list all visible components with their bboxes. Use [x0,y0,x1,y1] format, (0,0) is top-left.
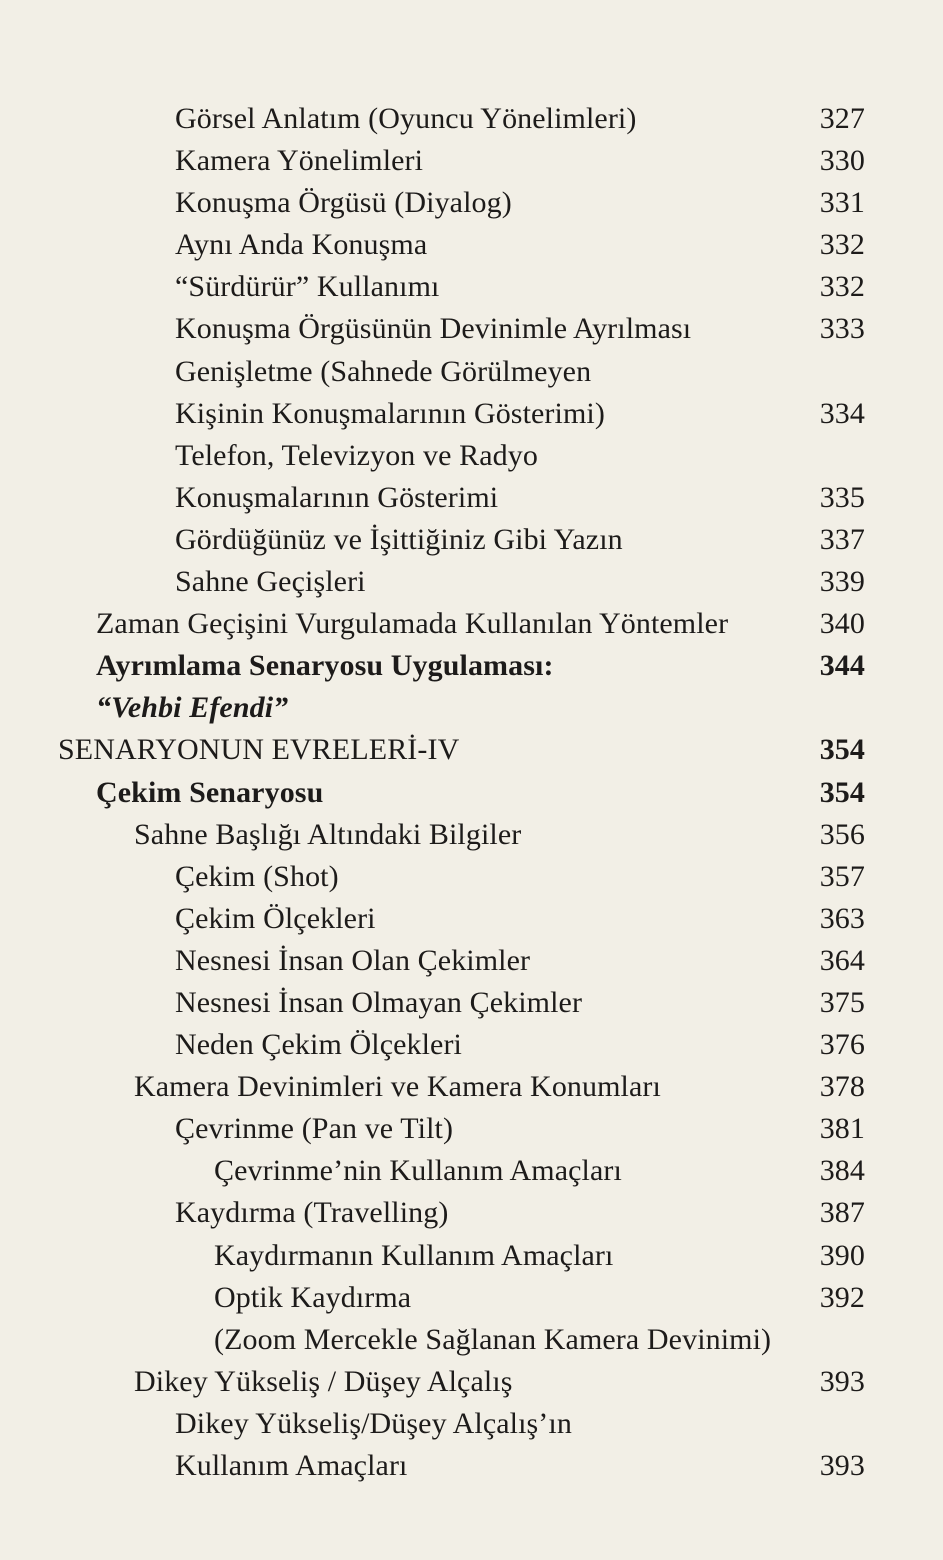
toc-entry-title: Kullanım Amaçları [175,1449,408,1482]
toc-entry-page-number: 384 [819,1154,865,1188]
toc-entry [0,645,943,687]
toc-entry [0,519,943,561]
toc-entry-page-number: 387 [819,1196,865,1230]
toc-entry-page-number: 393 [819,1364,865,1398]
toc-entry-title: Nesnesi İnsan Olan Çekimler [175,943,531,977]
toc-entry-title: Zaman Geçişini Vurgulamada Kullanılan Yöntemler [96,607,729,641]
toc-entry-title: Görsel Anlatım (Oyuncu Yönelimleri) [175,102,637,135]
toc-entry [0,1361,943,1403]
toc-entry [0,1235,943,1277]
toc-entry-title: Sahne Başlığı Altındaki Bilgiler [134,817,522,851]
toc-entry-title: Kişinin Konuşmalarının Gösterimi) [175,396,605,430]
toc-entry-title: Konuşmalarının Gösterimi [175,480,499,514]
toc-entry [0,224,943,266]
toc-entry [0,1066,943,1108]
toc-entry-title: Dikey Yükseliş / Düşey Alçalış [134,1364,513,1398]
toc-entry [0,603,943,645]
toc-entry-title: Aynı Anda Konuşma [175,228,428,262]
toc-entry [0,182,943,224]
toc-entry-page-number: 393 [819,1449,865,1482]
toc-entry-page-number: 378 [819,1070,865,1104]
toc-entry-title: Kamera Devinimleri ve Kamera Konumları [134,1070,661,1104]
toc-entry-page-number: 334 [819,396,865,430]
toc-entry [0,729,943,771]
toc-entry-title: Telefon, Televizyon ve Radyo [175,438,538,472]
table-of-contents [0,98,943,1487]
toc-entry-title: Gördüğünüz ve İşittiğiniz Gibi Yazın [175,522,623,556]
toc-entry-page-number: 357 [819,859,865,893]
toc-entry [0,266,943,308]
toc-entry-title: Sahne Geçişleri [175,565,366,599]
toc-entry [0,1277,943,1319]
toc-entry [0,982,943,1024]
toc-entry-page-number: 376 [819,1028,865,1062]
toc-entry-title: Ayrımlama Senaryosu Uygulaması: [96,649,554,683]
toc-entry-title: “Vehbi Efendi” [96,691,289,725]
toc-entry-title: Konuşma Örgüsünün Devinimle Ayrılması [175,312,692,346]
toc-entry-title: Kamera Yönelimleri [175,144,424,178]
toc-entry-title: SENARYONUN EVRELERİ-IV [58,733,460,767]
toc-entry-title: Kaydırmanın Kullanım Amaçları [214,1238,614,1272]
toc-entry-title: Neden Çekim Ölçekleri [175,1028,462,1062]
toc-entry [0,1445,943,1487]
toc-entry [0,898,943,940]
toc-entry-title: Nesnesi İnsan Olmayan Çekimler [175,985,583,1019]
toc-entry [0,1319,943,1361]
toc-entry-page-number: 337 [819,522,865,556]
toc-entry-title: Çevrinme (Pan ve Tilt) [175,1112,454,1146]
toc-entry [0,561,943,603]
toc-entry-title: Çekim Ölçekleri [175,901,376,935]
toc-entry-page-number: 381 [819,1112,865,1146]
toc-entry [0,140,943,182]
toc-entry-title: Dikey Yükseliş/Düşey Alçalış’ın [175,1406,572,1440]
toc-entry-page-number: 356 [819,817,865,851]
toc-entry [0,477,943,519]
toc-entry [0,1024,943,1066]
toc-entry [0,687,943,729]
toc-entry-page-number: 344 [819,649,865,683]
toc-entry-title: (Zoom Mercekle Sağlanan Kamera Devinimi) [214,1322,772,1356]
toc-entry-page-number: 339 [819,565,865,599]
toc-entry-page-number: 364 [819,943,865,977]
toc-entry-page-number: 331 [819,186,865,220]
toc-entry-title: Optik Kaydırma [214,1280,412,1314]
toc-entry-page-number: 375 [819,985,865,1019]
toc-entry-page-number: 354 [819,733,865,767]
toc-entry-page-number: 363 [819,901,865,935]
toc-entry [0,351,943,393]
toc-entry [0,772,943,814]
toc-entry [0,1108,943,1150]
toc-entry-page-number: 332 [819,228,865,262]
toc-entry [0,1192,943,1234]
toc-entry [0,98,943,140]
toc-entry-page-number: 333 [819,312,865,346]
toc-entry-page-number: 327 [819,102,865,135]
toc-entry [0,393,943,435]
toc-entry [0,1403,943,1445]
toc-entry-page-number: 390 [819,1238,865,1272]
toc-entry-title: Genişletme (Sahnede Görülmeyen [175,354,592,388]
toc-entry-title: Kaydırma (Travelling) [175,1196,449,1230]
toc-entry [0,308,943,350]
toc-entry [0,435,943,477]
toc-entry-page-number: 330 [819,144,865,178]
toc-entry-title: “Sürdürür” Kullanımı [175,270,440,304]
toc-entry [0,1150,943,1192]
toc-entry-page-number: 392 [819,1280,865,1314]
toc-entry-page-number: 340 [819,607,865,641]
toc-entry-title: Çekim (Shot) [175,859,339,893]
toc-entry-title: Konuşma Örgüsü (Diyalog) [175,186,512,220]
toc-entry [0,856,943,898]
toc-entry-title: Çekim Senaryosu [96,775,324,809]
toc-entry-page-number: 354 [819,775,865,809]
toc-entry-page-number: 335 [819,480,865,514]
toc-entry-page-number: 332 [819,270,865,304]
toc-entry [0,940,943,982]
toc-entry [0,814,943,856]
toc-entry-title: Çevrinme’nin Kullanım Amaçları [214,1154,622,1188]
